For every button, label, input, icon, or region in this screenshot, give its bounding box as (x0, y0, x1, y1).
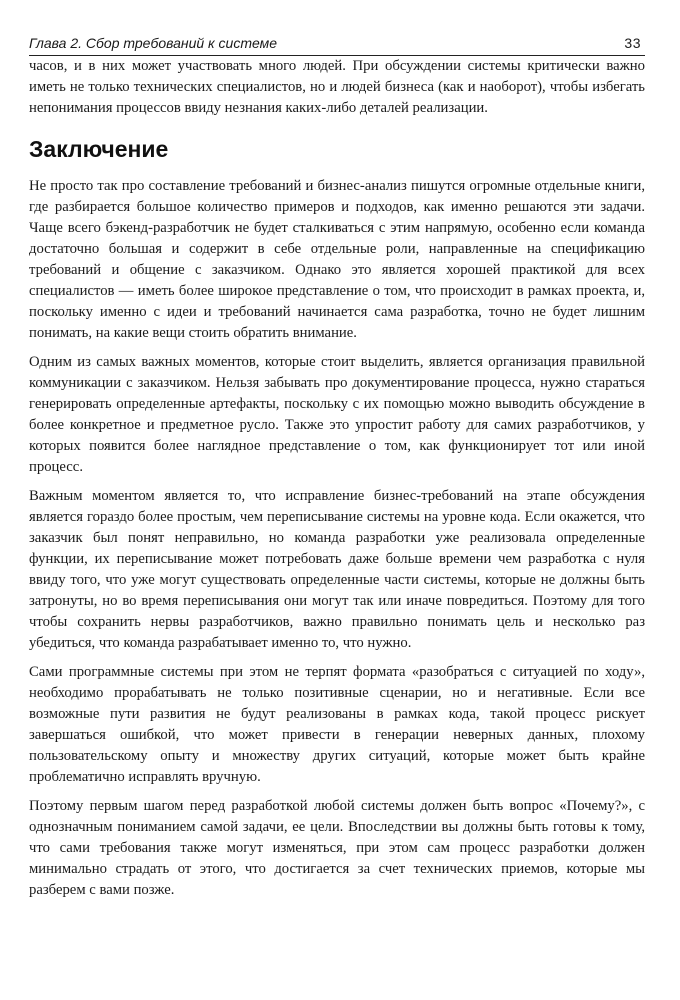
section-paragraph-4: Сами программные системы при этом не терпят формата «разобраться с ситуацией по ходу», необходимо прорабатывать не только позитивные сценарии, но и негативные. Если все возможные пути развития не будут реализованы в рамках кода, такой процесс рискует завершаться ошибкой, что может привести в генерации неверных данных, плохому пользовательскому опыту и множеству других ситуаций, которые может быть крайне проблематично исправлять вручную. (29, 664, 645, 785)
intro-paragraph: часов, и в них может участвовать много людей. При обсуждении системы критически важно иметь не только технических специалистов, но и людей бизнеса (как и наоборот), чтобы избегать непонимания процессов ввиду незнания каких-либо деталей реализации. (29, 58, 645, 116)
section-paragraph-2: Одним из самых важных моментов, которые стоит выделить, является организация правильной коммуникации с заказчиком. Нельзя забывать про документирование процесса, нужно стараться генерировать определенные артефакты, поскольку с их помощью можно выводить обсуждение в более конкретное и предметное русло. Также это упростит работу для самих разработчиков, у которых появится более наглядное представление о том, как функционирует тот или иной процесс. (29, 354, 645, 475)
chapter-title: Глава 2. Сбор требований к системе (29, 35, 278, 51)
running-header (29, 33, 645, 56)
section-paragraph-1: Не просто так про составление требований и бизнес-анализ пишутся огромные отдельные книги, где разбирается большое количество примеров и подходов, как именно решаются эти задачи. Чаще всего бэкенд-разработчик не будет сталкиваться с этим напрямую, особенно если команда достаточно большая и содержит в себе отдельные роли, направленные на спецификацию требований и общение с заказчиком. Однако это является хорошей практикой для всех специалистов — иметь более широкое представление о том, что происходит в рамках проекта, и, поскольку именно с идеи и требований начинается сама разработка, точно не будет лишним понимать, на какие вещи стоить обратить внимание. (29, 178, 645, 341)
page-number: 33 (624, 35, 641, 51)
section-paragraph-3: Важным моментом является то, что исправление бизнес-требований на этапе обсуждения является гораздо более простым, чем переписывание системы на уровне кода. Если окажется, что заказчик был понят неправильно, но команда разработки уже реализовала определенные функции, их переписывание может потребовать даже больше времени чем разработка с нуля ввиду того, что уже могут существовать определенные части системы, которые не должны быть затронуты, но во время переписывания они могут так или иначе повредиться. Поэтому для того чтобы сохранить нервы разработчиков, важно правильно понимать цель и несколько раз убедиться, что команда разрабатывает именно то, что нужно. (29, 488, 645, 651)
section-heading: Заключение (29, 136, 169, 162)
section-paragraph-5: Поэтому первым шагом перед разработкой любой системы должен быть вопрос «Почему?», с однозначным пониманием самой задачи, ее цели. Впоследствии вы должны быть готовы к тому, что сами требования также могут изменяться, при этом сам процесс разработки должен минимально страдать от этого, что достигается за счет технических приемов, которые мы разберем с вами позже. (29, 798, 645, 898)
book-page (29, 33, 645, 909)
